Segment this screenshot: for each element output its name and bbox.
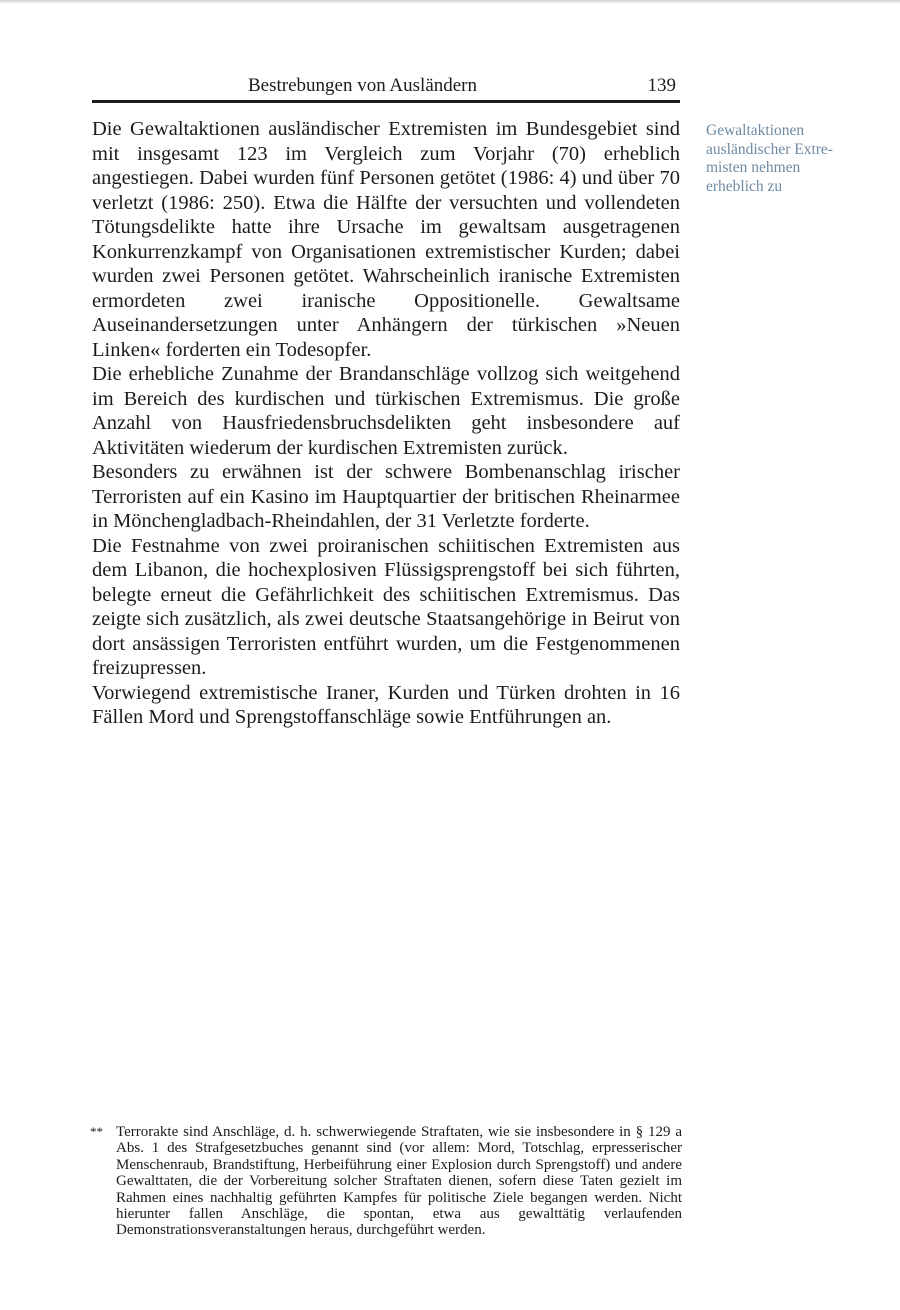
header-rule <box>92 100 680 103</box>
footnote <box>90 1124 682 1239</box>
margin-note: Gewaltaktionen ausländischer Extre- misten nehmen erheblich zu <box>706 122 833 195</box>
paragraph: Besonders zu erwähnen ist der schwere Bombenanschlag irischer Terroristen auf ein Kasino im Hauptquartier der britischen Rheinarmee in Mönchengladbach-Rheindahlen, der 31 Verletzte forderte. <box>92 461 680 532</box>
footnote-text: Terrorakte sind Anschläge, d. h. schwerwiegende Straftaten, wie sie insbesondere in § 129 a Abs. 1 des Strafgesetzbuches genannt sind (vor allem: Mord, Totschlag, erpresserischer Menschenraub, Brandstiftung, Herbeiführung einer Explosion durch Sprengstoff) und andere Gewalttaten, die der Vorbereitung solcher Straftaten dienen, sofern diese Taten gezielt im Rahmen eines nachhaltig geführten Kampfes für politische Ziele begangen werden. Nicht hierunter fallen Anschläge, die spontan, etwa aus gewalttätig verlaufenden Demonstrationsveranstaltungen heraus, durchgeführt werden. <box>116 1124 682 1239</box>
running-title: Bestrebungen von Ausländern <box>248 75 478 96</box>
paragraph: Vorwiegend extremistische Iraner, Kurden und Türken drohten in 16 Fällen Mord und Sprengstoffanschläge sowie Entführungen an. <box>92 681 680 728</box>
scan-top-edge <box>0 0 900 4</box>
body-text <box>92 117 680 730</box>
paragraph: Die Festnahme von zwei proiranischen schiitischen Extremisten aus dem Libanon, die hochexplosiven Flüssigsprengstoff bei sich führten, belegte erneut die Gefährlichkeit des schiitischen Extremismus. Das zeigte sich zusätzlich, als zwei deutsche Staatsangehörige in Beirut von dort ansässigen Terroristen entführt wurden, um die Festgenommenen freizupressen. <box>92 534 680 679</box>
footnote-marker: ** <box>90 1124 103 1139</box>
paragraph: Die erhebliche Zunahme der Brandanschläge vollzog sich weitgehend im Bereich des kurdischen und türkischen Extremismus. Die große Anzahl von Hausfriedensbruchsdelikten geht insbesondere auf Aktivitäten wiederum der kurdischen Extremisten zurück. <box>92 363 680 459</box>
page-number: 139 <box>647 75 676 96</box>
paragraph: Die Gewaltaktionen ausländischer Extremisten im Bundesgebiet sind mit insgesamt 123 im Vergleich zum Vorjahr (70) erheblich angestiegen. Dabei wurden fünf Personen getötet (1986: 4) und über 70 verletzt (1986: 250). Etwa die Hälfte der versuchten und vollendeten Tötungsdelikte hatte ihre Ursache im gewaltsam ausgetragenen Konkurrenzkampf von Organisationen extremistischer Kurden; dabei wurden zwei Personen getötet. Wahrscheinlich iranische Extremisten ermordeten zwei iranische Oppositionelle. Gewaltsame Auseinandersetzungen unter Anhängern der türkischen »Neuen Linken« forderten ein Todesopfer. <box>92 118 680 361</box>
page-header <box>92 74 680 98</box>
